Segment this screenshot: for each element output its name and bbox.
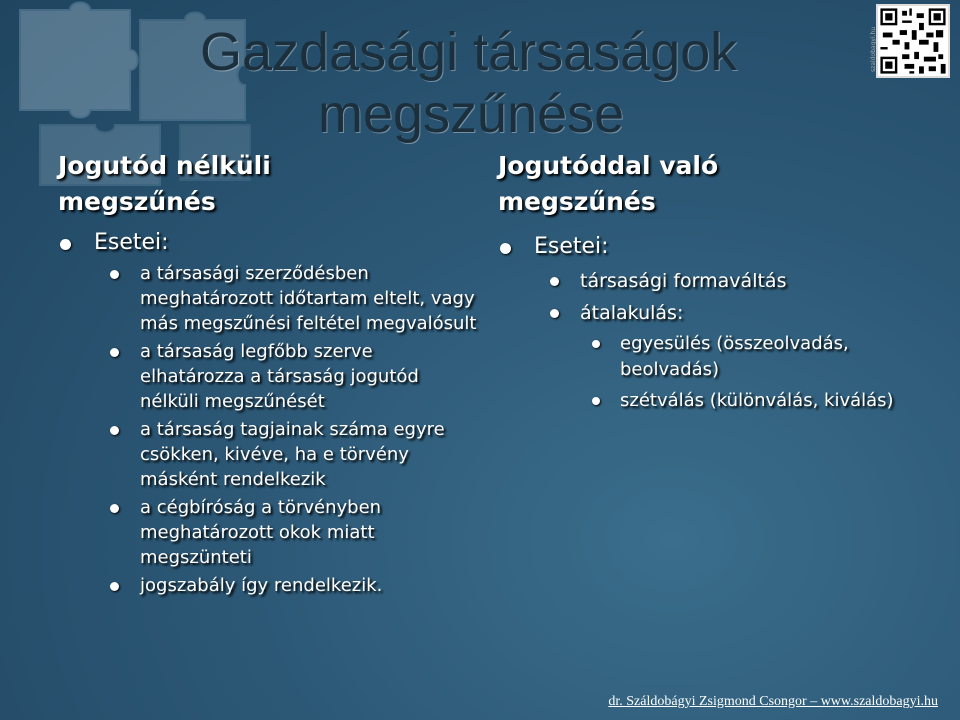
list-item: a társasági szerződésben meghatározott időtartam eltelt, vagy más megszűnési feltétel megvalósult — [108, 261, 478, 336]
list-item: a cégbíróság a törvényben meghatározott okok miatt megszünteti — [108, 495, 478, 570]
left-bullet-list — [58, 228, 478, 598]
title-line-2: megszűnése — [318, 84, 625, 144]
list-item — [548, 300, 928, 414]
qr-code-icon — [876, 4, 950, 78]
left-heading-line-2: megszűnés — [58, 187, 216, 216]
footer-credit[interactable]: dr. Száldobágyi Zsigmond Csongor – www.szaldobagyi.hu — [608, 694, 938, 709]
slide-title — [200, 20, 800, 146]
list-item-label: átalakulás: — [580, 302, 684, 324]
right-bullet-label: Esetei: — [534, 234, 609, 259]
left-column — [58, 148, 478, 598]
list-item: a társaság legfőbb szerve elhatározza a társaság jogutód nélküli megszűnését — [108, 339, 478, 414]
list-item: jogszabály így rendelkezik. — [108, 573, 478, 598]
list-item: társasági formaváltás — [548, 268, 928, 294]
left-heading-line-1: Jogutód nélküli — [58, 151, 271, 180]
left-sub-list — [64, 261, 478, 598]
right-nested-list — [580, 331, 928, 414]
qr-side-text: szaldobagyi.hu — [870, 26, 877, 72]
right-heading-line-2: megszűnés — [498, 187, 656, 216]
left-heading — [58, 148, 478, 220]
left-bullet-label: Esetei: — [94, 230, 169, 255]
title-line-1: Gazdasági társaságok — [200, 22, 738, 82]
right-column — [498, 148, 928, 414]
list-item: a társaság tagjainak száma egyre csökken, kivéve, ha e törvény másként rendelkezik — [108, 417, 478, 492]
right-heading — [498, 148, 928, 220]
nested-list-item: egyesülés (összeolvadás, beolvadás) — [592, 331, 928, 383]
nested-list-item: szétválás (különválás, kiválás) — [592, 388, 928, 414]
left-bullet — [58, 228, 478, 598]
right-bullet-list — [498, 232, 928, 414]
right-sub-list — [504, 268, 928, 414]
right-heading-line-1: Jogutóddal való — [498, 151, 719, 180]
right-bullet — [498, 232, 928, 414]
